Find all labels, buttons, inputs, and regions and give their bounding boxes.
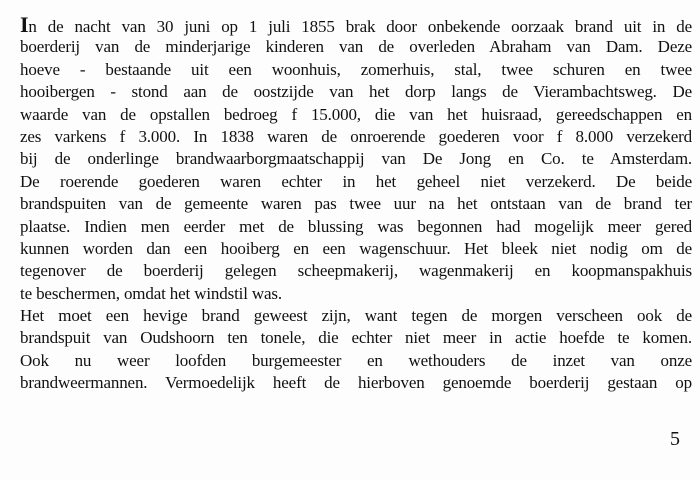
text-line: brandweermannen. Vermoedelijk heeft de hierboven genoemde boerderij gestaan op (20, 373, 692, 393)
text-line: In de nacht van 30 juni op 1 juli 1855 brak door onbekende oorzaak brand uit in de (20, 12, 692, 37)
text-line: bij de onderlinge brandwaarborgmaatschappij van De Jong en Co. te Amsterdam. (20, 149, 692, 169)
text-line: plaatse. Indien men eerder met de blussing was begonnen had mogelijk meer gered (20, 216, 692, 236)
text-line: De roerende goederen waren echter in het geheel niet verzekerd. De beide (20, 171, 692, 191)
text-line: tegenover de boerderij gelegen scheepmakerij, wagenmakerij en koopmanspakhuis (20, 261, 692, 281)
page-number: 5 (670, 428, 680, 450)
text-line: Het moet een hevige brand geweest zijn, want tegen de morgen verscheen ook de (20, 306, 692, 326)
text-line: hoeve - bestaande uit een woonhuis, zomerhuis, stal, twee schuren en twee (20, 59, 692, 79)
text-line: boerderij van de minderjarige kinderen van de overleden Abraham van Dam. Deze (20, 37, 692, 57)
text-line: te beschermen, omdat het windstil was. (20, 283, 282, 303)
text-line: Ook nu weer loofden burgemeester en wethouders de inzet van onze (20, 350, 692, 370)
text-line: hooibergen - stond aan de oostzijde van het dorp langs de Vierambachtsweg. De (20, 82, 692, 102)
body-text (20, 14, 692, 395)
text-line: zes varkens f 3.000. In 1838 waren de onroerende goederen voor f 8.000 verzekerd (20, 126, 692, 146)
text-line: brandspuiten van de gemeente waren pas twee uur na het ontstaan van de brand ter (20, 194, 692, 214)
text-line: kunnen worden dan een hooiberg en een wagenschuur. Het bleek niet nodig om de (20, 238, 692, 258)
paragraph-2 (20, 305, 692, 395)
text-line: waarde van de opstallen bedroeg f 15.000, die van het huisraad, gereedschappen en (20, 104, 692, 124)
text-line: brandspuit van Oudshoorn ten tonele, die echter niet meer in actie hoefde te komen. (20, 328, 692, 348)
paragraph-1 (20, 14, 692, 305)
